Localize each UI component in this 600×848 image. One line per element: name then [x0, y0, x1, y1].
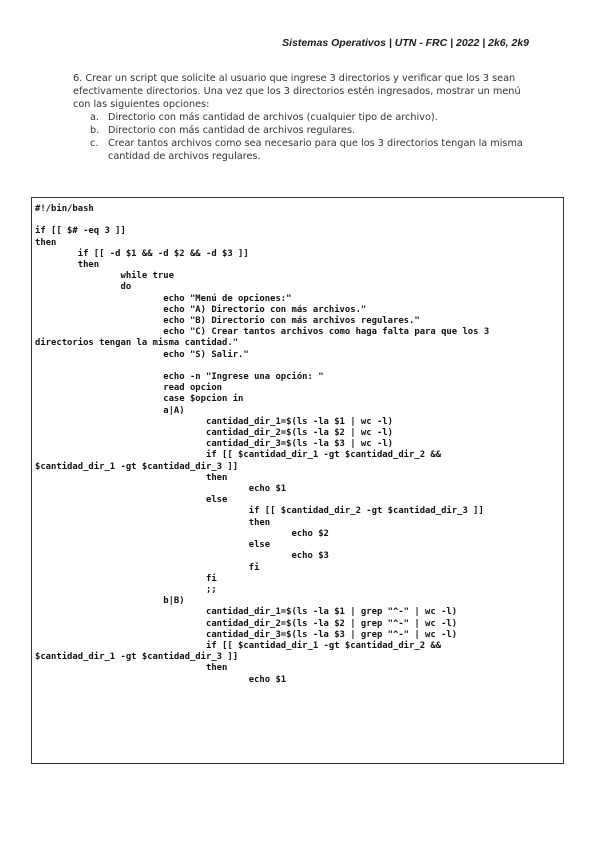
code-line: while true — [35, 271, 174, 282]
code-line: case $opcion in — [35, 394, 244, 405]
page-header: Sistemas Operativos | UTN - FRC | 2022 | 2k6, 2k9 — [282, 37, 529, 49]
code-line: read opcion — [35, 383, 223, 394]
code-line: echo "Menú de opciones:" — [35, 293, 292, 304]
code-line: echo $1 — [35, 674, 287, 685]
code-line: cantidad_dir_2=$(ls -la $2 | grep "^-" | wc -l) — [35, 618, 458, 629]
code-line: echo -n "Ingrese una opción: " — [35, 372, 324, 383]
code-line: if [[ $cantidad_dir_1 -gt $cantidad_dir_2 && — [35, 640, 442, 651]
code-line: echo $1 — [35, 484, 287, 495]
code-line: echo "S) Salir." — [35, 349, 249, 360]
code-line: if [[ -d $1 && -d $2 && -d $3 ]] — [35, 248, 249, 259]
code-line: fi — [35, 573, 217, 584]
code-line: b|B) — [35, 596, 185, 607]
code-line: cantidad_dir_3=$(ls -la $3 | grep "^-" | wc -l) — [35, 629, 458, 640]
option-text: Directorio con más cantidad de archivos (cualquier tipo de archivo). — [108, 112, 438, 123]
code-line: echo $3 — [35, 551, 329, 562]
exercise-intro: 6. Crear un script que solicite al usuario que ingrese 3 directorios y verificar que los 3 sean efectivamente directorios. Una vez que los 3 directorios estén ingresados, mostrar un menú con las siguientes opciones: — [73, 73, 521, 110]
code-line: then — [35, 472, 228, 483]
list-item — [90, 111, 533, 124]
code-line: cantidad_dir_1=$(ls -la $1 | grep "^-" | wc -l) — [35, 607, 458, 618]
code-block — [31, 197, 564, 764]
code-line: $cantidad_dir_1 -gt $cantidad_dir_3 ]] — [35, 461, 239, 472]
list-item — [90, 124, 533, 137]
code-line: do — [35, 282, 132, 293]
code-line: then — [35, 260, 100, 271]
code-line: if [[ $cantidad_dir_2 -gt $cantidad_dir_3 ]] — [35, 506, 484, 517]
option-marker: c. — [90, 138, 99, 149]
bash-script — [32, 198, 563, 686]
code-line: echo "A) Directorio con más archivos." — [35, 304, 367, 315]
code-line: echo $2 — [35, 528, 329, 539]
option-text: Directorio con más cantidad de archivos regulares. — [108, 125, 356, 136]
options-list — [90, 111, 533, 163]
option-text: Crear tantos archivos como sea necesario para que los 3 directorios tengan la misma cantidad de archivos regulares. — [108, 138, 523, 162]
code-line: fi — [35, 562, 260, 573]
code-line: #!/bin/bash — [35, 204, 94, 214]
code-line: if [[ $cantidad_dir_1 -gt $cantidad_dir_2 && — [35, 450, 442, 461]
code-line: echo "B) Directorio con más archivos regulares." — [35, 316, 420, 327]
code-line: a|A) — [35, 405, 185, 416]
code-line: cantidad_dir_1=$(ls -la $1 | wc -l) — [35, 416, 393, 427]
option-marker: a. — [90, 112, 100, 123]
code-line: cantidad_dir_2=$(ls -la $2 | wc -l) — [35, 428, 393, 439]
code-line: then — [35, 237, 57, 248]
code-line: then — [35, 517, 271, 528]
code-line: then — [35, 663, 228, 674]
exercise-statement — [73, 72, 533, 163]
code-line: if [[ $# -eq 3 ]] — [35, 226, 126, 237]
code-line: cantidad_dir_3=$(ls -la $3 | wc -l) — [35, 439, 393, 450]
code-line: $cantidad_dir_1 -gt $cantidad_dir_3 ]] — [35, 652, 239, 663]
list-item — [90, 137, 533, 163]
code-line: else — [35, 495, 228, 506]
code-line: echo "C) Crear tantos archivos como haga falta para que los 3 — [35, 327, 490, 338]
code-line: else — [35, 540, 271, 551]
option-marker: b. — [90, 125, 100, 136]
code-line: ;; — [35, 584, 217, 595]
code-line: directorios tengan la misma cantidad." — [35, 338, 239, 349]
